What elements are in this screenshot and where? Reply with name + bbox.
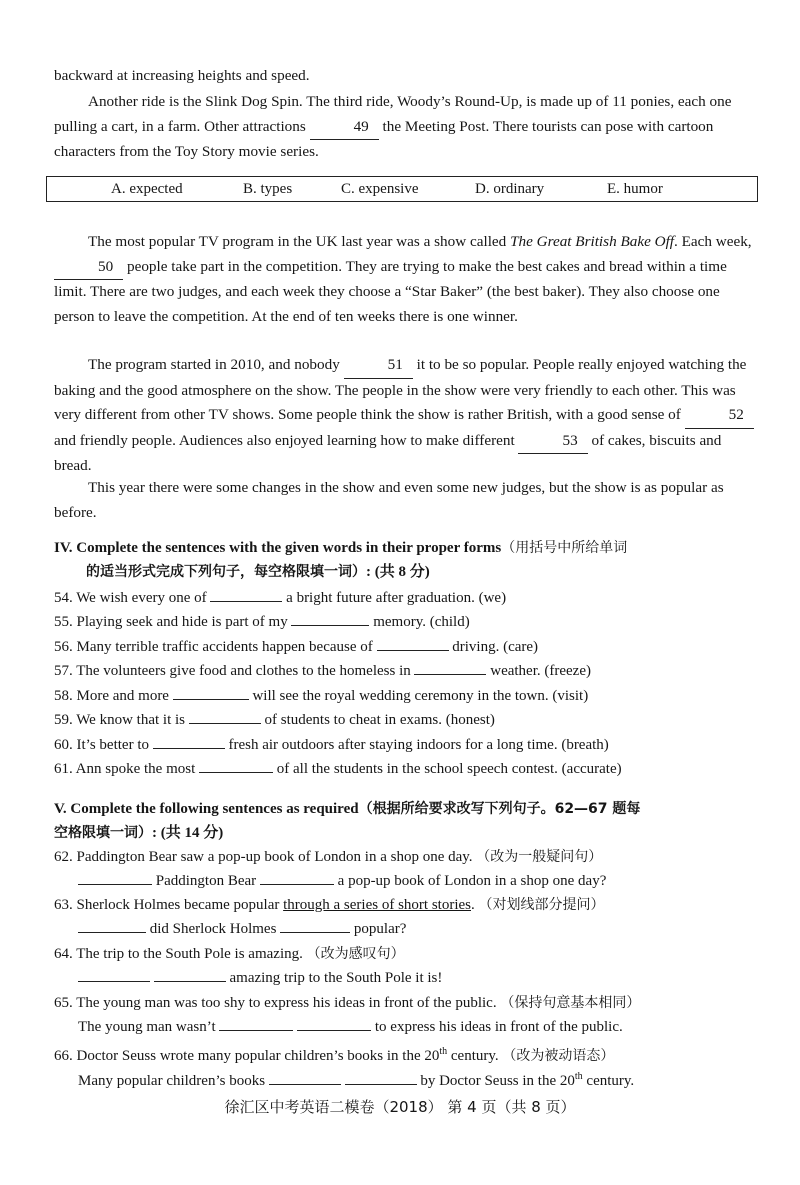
answer-66-line: Many popular children’s books by Doctor Seuss in the 20th century.: [78, 1071, 635, 1089]
passage-b-paragraph2: The program started in 2010, and nobody 51 it to be so popular. People really enjoyed watching the baking and the good atmosphere on the show. The people in the show were very friendly to each other. This was very different from other TV shows. Some people think the show is rather British, with a good sense of 52 and friendly people. Audiences also enjoyed learning how to make different 53 of cakes, biscuits and bread.: [54, 353, 754, 479]
answer-65-blank-2[interactable]: [297, 1016, 371, 1031]
answer-61[interactable]: [199, 758, 273, 773]
option-b: B. types: [243, 181, 293, 197]
answer-56[interactable]: [377, 636, 449, 651]
passage-a-line1: backward at increasing heights and speed.: [54, 67, 310, 84]
question-60: 60. It’s better to fresh air outdoors after staying indoors for a long time. (breath): [54, 734, 774, 756]
blank-50[interactable]: 50: [54, 255, 123, 281]
answer-65-line: The young man wasn’t to express his ideas in front of the public.: [78, 1016, 778, 1038]
answer-62-blank-2[interactable]: [260, 870, 334, 885]
blank-52[interactable]: 52: [685, 403, 754, 429]
word-options-box: [46, 176, 758, 202]
answer-65-blank-1[interactable]: [219, 1016, 293, 1031]
answer-57[interactable]: [414, 660, 486, 675]
blank-49[interactable]: 49: [310, 115, 379, 141]
show-title: The Great British Bake Off: [510, 233, 675, 250]
passage-b-paragraph1: The most popular TV program in the UK last year was a show called The Great British Bake Off. Each week, 50 people take part in the competition. They are trying to make the best cakes and bread within a time limit. There are two judges, and each week they choose a “Star Baker” (the best baker). They also choose one person to leave the competition. At the end of ten weeks there is one winner.: [54, 233, 752, 325]
passage-a-paragraph2: Another ride is the Slink Dog Spin. The third ride, Woody’s Round-Up, is made up of 11 ponies, each one pulling a cart, in a farm. Other attractions 49 the Meeting Post. There tourists can pose with cartoon characters from the Toy Story movie series.: [54, 93, 732, 160]
answer-64-blank-2[interactable]: [154, 967, 226, 982]
question-65: 65. The young man was too shy to express his ideas in front of the public. （保持句意基本相同）: [54, 995, 641, 1011]
underlined-phrase: through a series of short stories: [283, 897, 471, 913]
question-57: 57. The volunteers give food and clothes to the homeless in weather. (freeze): [54, 660, 774, 682]
answer-62-blank-1[interactable]: [78, 870, 152, 885]
section-5-heading: V. Complete the following sentences as required（根据所给要求改写下列句子。62—67 题每 空格限填一词）: (共 14 分): [54, 801, 641, 841]
question-56: 56. Many terrible traffic accidents happen because of driving. (care): [54, 636, 774, 658]
answer-66-blank-2[interactable]: [345, 1070, 417, 1085]
answer-60[interactable]: [153, 734, 225, 749]
option-d: D. ordinary: [475, 181, 545, 197]
answer-58[interactable]: [173, 685, 249, 700]
option-c: C. expensive: [341, 181, 419, 197]
option-e: E. humor: [607, 181, 663, 197]
answer-63-blank-1[interactable]: [78, 918, 146, 933]
question-62: 62. Paddington Bear saw a pop-up book of London in a shop one day. （改为一般疑问句）: [54, 849, 603, 865]
answer-55[interactable]: [291, 611, 369, 626]
answer-62-line: Paddington Bear a pop-up book of London in a shop one day?: [78, 870, 778, 892]
answer-63-blank-2[interactable]: [280, 918, 350, 933]
blank-51[interactable]: 51: [344, 353, 413, 379]
question-66: 66. Doctor Seuss wrote many popular children’s books in the 20th century. （改为被动语态）: [54, 1046, 615, 1064]
passage-b-paragraph3: This year there were some changes in the show and even some new judges, but the show is as popular as before.: [54, 479, 724, 521]
answer-64-line: amazing trip to the South Pole it is!: [78, 967, 778, 989]
question-54: 54. We wish every one of a bright future after graduation. (we): [54, 587, 774, 609]
question-64: 64. The trip to the South Pole is amazing. （改为感叹句）: [54, 946, 405, 962]
section-4-heading: IV. Complete the sentences with the given words in their proper forms（用括号中所给单词 的适当形式完成下列句子，每空格限填一词）: (共 8 分): [54, 540, 628, 580]
question-63: 63. Sherlock Holmes became popular through a series of short stories. （对划线部分提问）: [54, 897, 605, 913]
question-55: 55. Playing seek and hide is part of my memory. (child): [54, 611, 774, 633]
answer-66-blank-1[interactable]: [269, 1070, 341, 1085]
answer-63-line: did Sherlock Holmes popular?: [78, 918, 778, 940]
answer-64-blank-1[interactable]: [78, 967, 150, 982]
question-61: 61. Ann spoke the most of all the students in the school speech contest. (accurate): [54, 758, 774, 780]
answer-59[interactable]: [189, 709, 261, 724]
question-59: 59. We know that it is of students to cheat in exams. (honest): [54, 709, 774, 731]
question-58: 58. More and more will see the royal wedding ceremony in the town. (visit): [54, 685, 774, 707]
option-a: A. expected: [111, 181, 183, 197]
answer-54[interactable]: [210, 587, 282, 602]
blank-53[interactable]: 53: [518, 429, 587, 455]
page-footer: 徐汇区中考英语二模卷（2018） 第 4 页（共 8 页）: [224, 1098, 576, 1116]
